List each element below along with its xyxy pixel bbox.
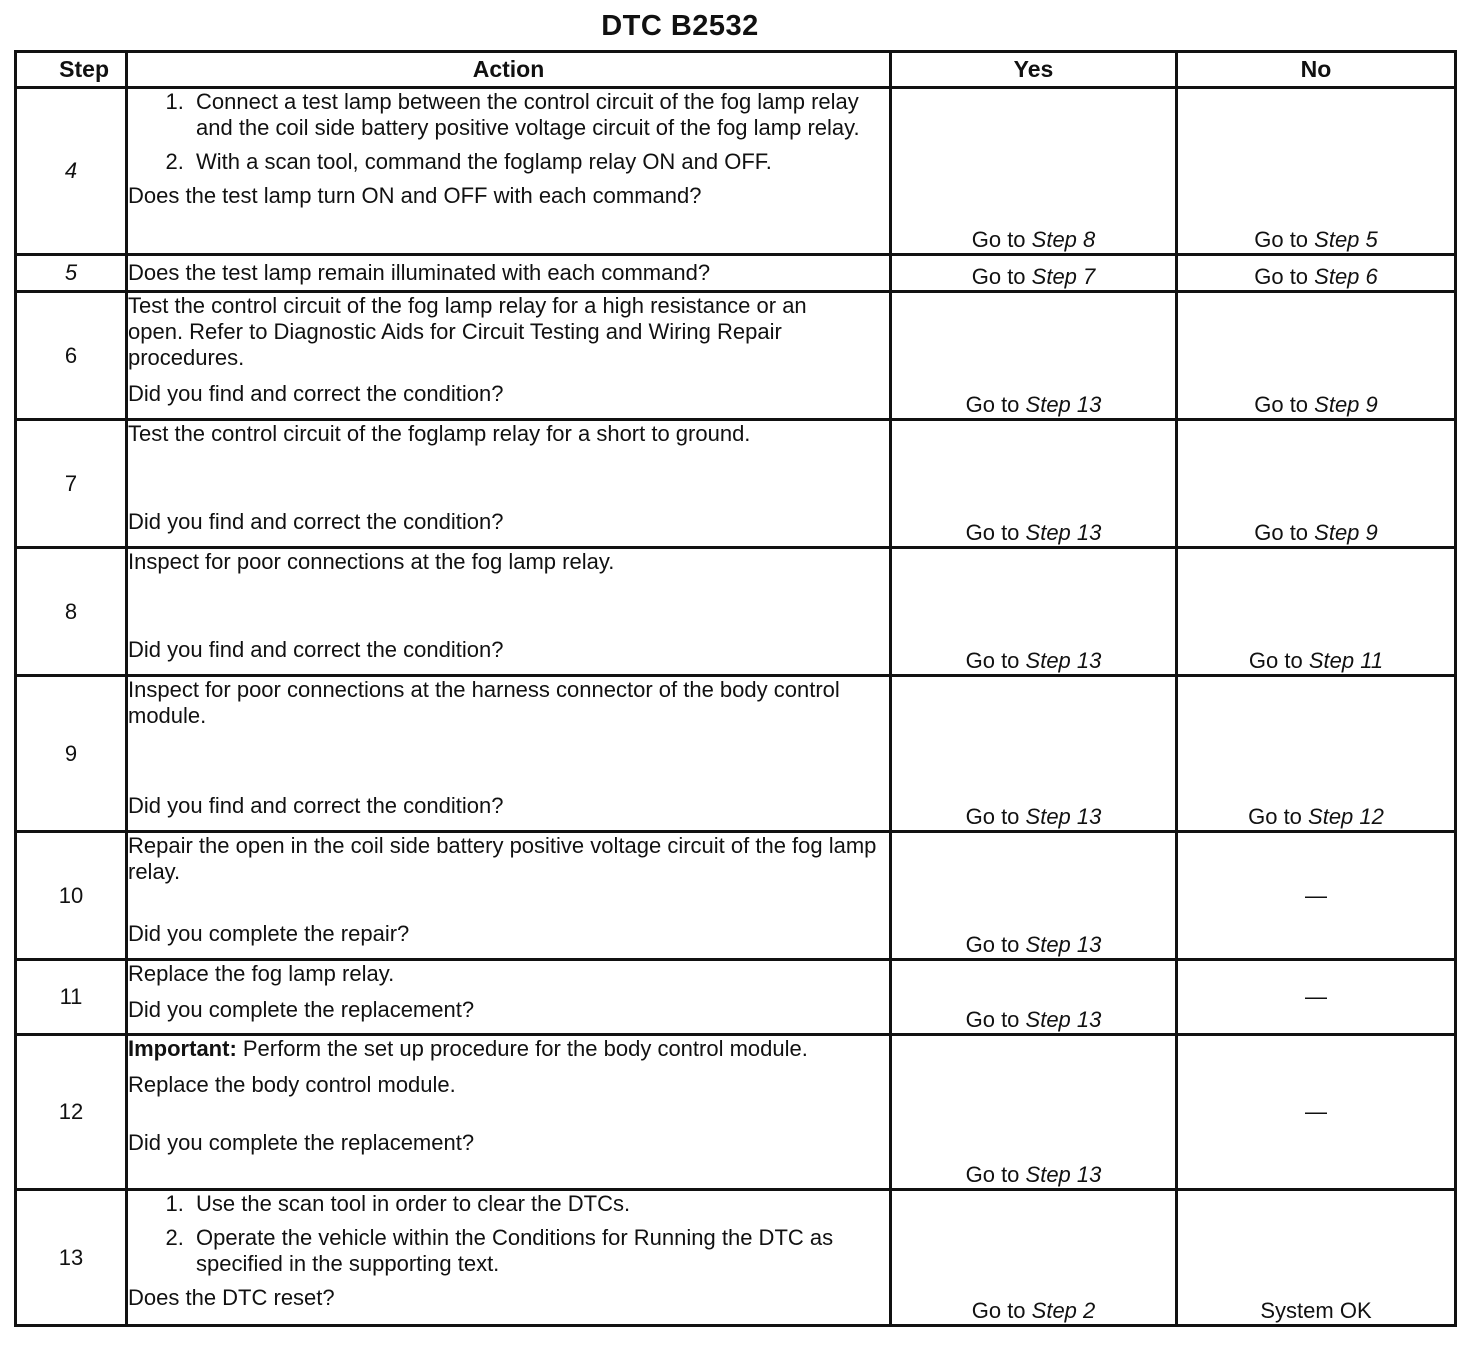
table-row (16, 676, 1456, 832)
page-title: DTC B2532 (601, 10, 759, 42)
no-prefix: Go to (1248, 804, 1309, 829)
yes-cell (891, 88, 1177, 255)
no-prefix: Go to (1254, 264, 1315, 289)
yes-cell (891, 1190, 1177, 1326)
yes-cell (891, 1035, 1177, 1190)
header-row (16, 52, 1456, 88)
action-list (128, 1191, 870, 1277)
table-row (16, 1035, 1456, 1190)
action-text: Test the control circuit of the foglamp relay for a short to ground. (128, 421, 751, 446)
no-cell (1177, 420, 1456, 548)
yes-prefix: Go to (965, 932, 1026, 957)
list-item: 2. Operate the vehicle within the Conditions for Running the DTC as specified in the supporting text. (190, 1225, 870, 1277)
no-prefix: Go to (1254, 392, 1315, 417)
yes-prefix: Go to (965, 1007, 1026, 1032)
list-item: 1. Connect a test lamp between the control circuit of the fog lamp relay and the coil side battery positive voltage circuit of the fog lamp relay. (190, 89, 889, 141)
table-row (16, 292, 1456, 420)
no-prefix: Go to (1254, 520, 1315, 545)
step-number: 5 (16, 255, 127, 292)
yes-step-link: Step 2 (1031, 1298, 1096, 1323)
no-prefix: Go to (1248, 648, 1309, 673)
yes-step-link: Step 13 (1025, 1162, 1102, 1187)
action-question: Did you find and correct the condition? (128, 793, 504, 818)
action-cell (127, 676, 891, 832)
action-list (128, 89, 889, 175)
yes-prefix: Go to (965, 520, 1026, 545)
yes-step-link: Step 13 (1025, 1007, 1102, 1032)
list-item: 1. Use the scan tool in order to clear the DTCs. (190, 1191, 870, 1217)
action-text: Replace the fog lamp relay. (128, 961, 395, 986)
table-row (16, 255, 1456, 292)
action-cell (127, 420, 891, 548)
no-step-link: Step 12 (1308, 804, 1384, 829)
table-row (16, 960, 1456, 1035)
header-action: Action (127, 52, 891, 88)
action-cell (127, 88, 891, 255)
important-note (128, 1036, 828, 1062)
action-cell (127, 832, 891, 960)
yes-cell (891, 255, 1177, 292)
table-row (16, 88, 1456, 255)
action-text: Repair the open in the coil side battery positive voltage circuit of the fog lamp relay. (128, 833, 877, 884)
action-cell (127, 960, 891, 1035)
action-question: Did you complete the replacement? (128, 997, 475, 1022)
action-cell (127, 1035, 891, 1190)
important-label: Important: (128, 1036, 237, 1061)
yes-prefix: Go to (965, 648, 1026, 673)
step-number: 8 (16, 548, 127, 676)
yes-prefix: Go to (965, 392, 1026, 417)
no-step-link: Step 11 (1308, 648, 1384, 673)
yes-cell (891, 832, 1177, 960)
action-question: Did you find and correct the condition? (128, 637, 504, 662)
action-question: Did you find and correct the condition? (128, 509, 504, 534)
action-cell (127, 255, 891, 292)
no-prefix: Go to (1254, 227, 1315, 252)
header-step: Step (16, 52, 127, 88)
action-text: Inspect for poor connections at the fog lamp relay. (128, 549, 615, 574)
action-text: Inspect for poor connections at the harness connector of the body control module. (128, 677, 840, 728)
action-question: Does the test lamp remain illuminated with each command? (128, 260, 711, 285)
yes-prefix: Go to (971, 264, 1032, 289)
yes-step-link: Step 7 (1031, 264, 1096, 289)
action-cell (127, 1190, 891, 1326)
diagnostic-table (14, 50, 1457, 1327)
step-number: 11 (16, 960, 127, 1035)
table-row (16, 548, 1456, 676)
list-item: 2. With a scan tool, command the foglamp relay ON and OFF. (190, 149, 889, 175)
header-yes: Yes (891, 52, 1177, 88)
yes-cell (891, 292, 1177, 420)
important-text: Perform the set up procedure for the body control module. (236, 1036, 808, 1061)
action-question: Does the test lamp turn ON and OFF with each command? (128, 183, 702, 208)
no-step-link: Step 6 (1314, 264, 1378, 289)
no-step-link: Step 9 (1314, 520, 1378, 545)
step-number: 7 (16, 420, 127, 548)
no-cell: — (1177, 1035, 1456, 1190)
step-number: 4 (16, 88, 127, 255)
step-number: 9 (16, 676, 127, 832)
action-question: Did you complete the replacement? (128, 1130, 475, 1155)
header-no: No (1177, 52, 1456, 88)
yes-step-link: Step 8 (1031, 227, 1096, 252)
yes-step-link: Step 13 (1025, 392, 1102, 417)
step-number: 6 (16, 292, 127, 420)
yes-cell (891, 420, 1177, 548)
action-cell (127, 292, 891, 420)
no-cell: System OK (1177, 1190, 1456, 1326)
step-number: 12 (16, 1035, 127, 1190)
yes-step-link: Step 13 (1025, 648, 1102, 673)
yes-step-link: Step 13 (1025, 520, 1102, 545)
yes-prefix: Go to (971, 227, 1032, 252)
action-text: Test the control circuit of the fog lamp relay for a high resistance or an open. Refer to Diagnostic Aids for Circuit Testing and Wiring Repair procedures. (128, 293, 807, 370)
no-step-link: Step 9 (1314, 392, 1378, 417)
yes-step-link: Step 13 (1025, 804, 1102, 829)
no-cell (1177, 548, 1456, 676)
yes-cell (891, 676, 1177, 832)
no-step-link: Step 5 (1314, 227, 1378, 252)
no-cell: — (1177, 832, 1456, 960)
no-cell (1177, 88, 1456, 255)
table-row (16, 420, 1456, 548)
no-cell (1177, 255, 1456, 292)
yes-cell (891, 548, 1177, 676)
action-question: Did you complete the repair? (128, 921, 410, 946)
action-question: Did you find and correct the condition? (128, 381, 504, 406)
action-cell (127, 548, 891, 676)
yes-step-link: Step 13 (1025, 932, 1102, 957)
action-question: Does the DTC reset? (128, 1285, 335, 1310)
table-row (16, 832, 1456, 960)
yes-prefix: Go to (971, 1298, 1032, 1323)
yes-prefix: Go to (965, 804, 1026, 829)
step-number: 13 (16, 1190, 127, 1326)
action-text: Replace the body control module. (128, 1072, 456, 1097)
no-cell: — (1177, 960, 1456, 1035)
no-cell (1177, 676, 1456, 832)
yes-cell (891, 960, 1177, 1035)
table-row (16, 1190, 1456, 1326)
step-number: 10 (16, 832, 127, 960)
no-cell (1177, 292, 1456, 420)
yes-prefix: Go to (965, 1162, 1026, 1187)
